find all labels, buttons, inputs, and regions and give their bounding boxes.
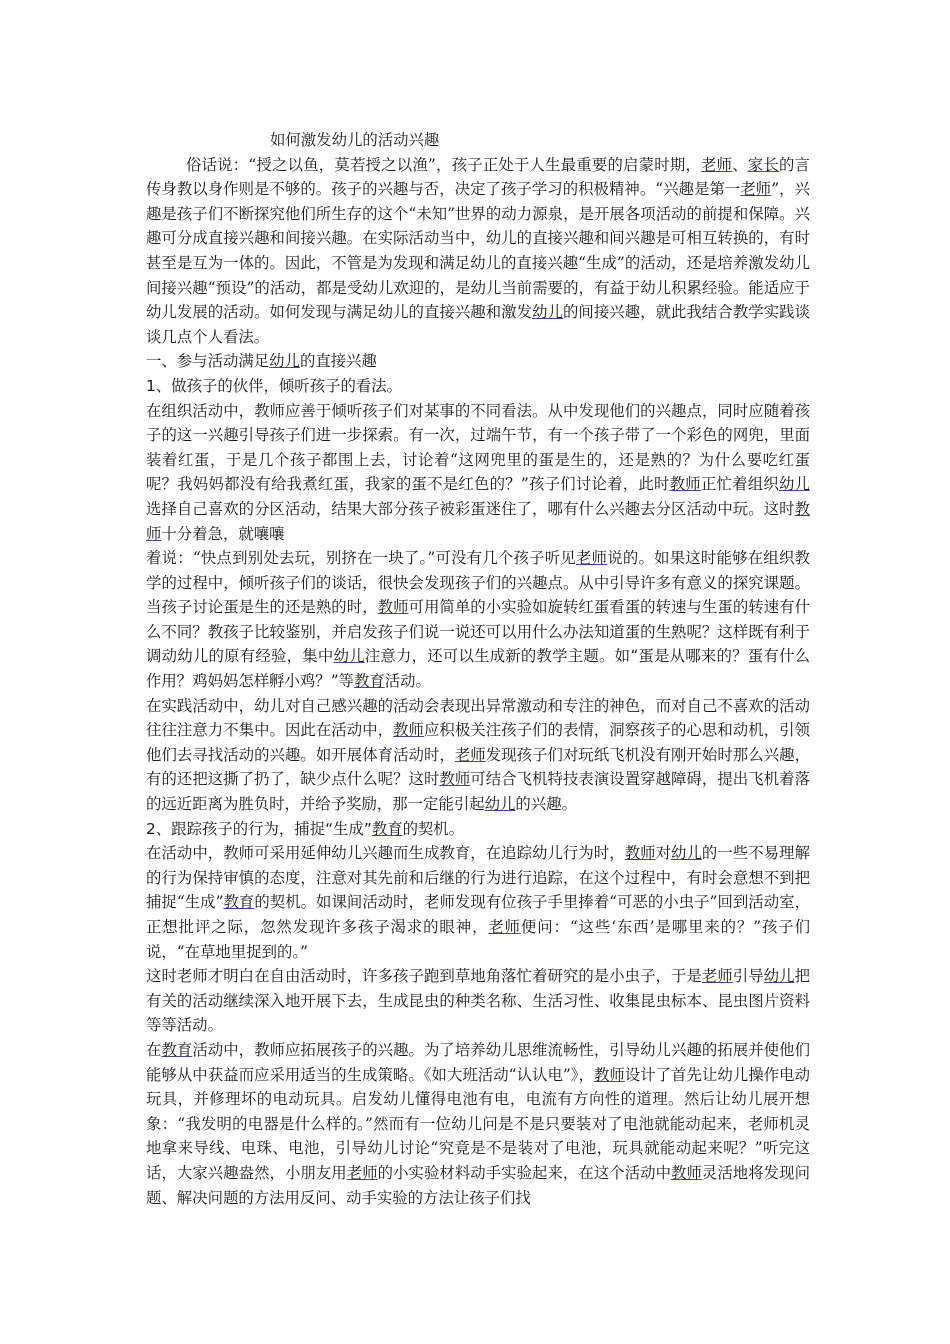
link-youer[interactable]: 幼儿: [333, 647, 365, 666]
section-heading-1: [146, 349, 810, 374]
link-youer[interactable]: 幼儿: [763, 967, 795, 986]
link-youer[interactable]: 幼儿: [778, 475, 810, 494]
text: 在组织活动中，教师应善于倾听孩子们对某事的不同看法。从中发现他们的兴趣点，同时应随着孩子的这一兴趣引导孩子们进一步探索。有一次，过端午节，有一个孩子带了一个彩色的网兜，里面装着红蛋，于是几个孩子都围上去，讨论着“这网兜里的蛋是生的，还是熟的？为什么要吃红蛋呢？我妈妈都没有给我煮红蛋，我家的蛋不是红色的？”孩子们讨论着，此时: [146, 401, 810, 494]
paragraph-intro: [146, 153, 810, 350]
text: 灵活地将发现问题、解决问题的方法用反问、动手实验的方法让孩子们找: [146, 1163, 810, 1207]
link-youer[interactable]: 幼儿: [532, 303, 563, 322]
text: 的直接兴趣: [299, 352, 377, 371]
text: 可结合飞机特技表演设置穿越障碍，提出飞机着落的远近距离为胜负时，并给予奖励，那一定能引起: [146, 770, 810, 814]
link-jiaoyu[interactable]: 教育: [223, 893, 255, 912]
paragraph-listen: [146, 399, 810, 547]
link-laoshi[interactable]: 老师: [740, 180, 772, 199]
text: 活动中，教师应拓展孩子的兴趣。为了培养幼儿思维流畅性，引导幼儿兴趣的拓展并使他们能够从中获益而应采用适当的生成策略。《如大班活动“认认电”》，: [146, 1040, 810, 1084]
paragraph-electricity: [146, 1038, 810, 1210]
text: 正忙着组织: [700, 475, 779, 494]
paragraph-track: [146, 841, 810, 964]
text: 在活动中，教师可采用延伸幼儿兴趣而生成教育，在追踪幼儿行为时，: [146, 844, 625, 863]
link-jiaoshi[interactable]: 教师: [624, 844, 656, 863]
link-youer[interactable]: 幼儿: [269, 352, 300, 371]
link-laoshi[interactable]: 老师: [576, 549, 608, 568]
link-jiaoshi[interactable]: 教师: [377, 598, 409, 617]
link-jiazhang[interactable]: 家长: [747, 155, 779, 174]
text: 应积极关注孩子们的表情，洞察孩子的心思和动机，引领他们去寻找活动的兴趣。如开展体育活动时，: [146, 721, 810, 764]
paragraph-practice: [146, 694, 810, 817]
text: 2、跟踪孩子的行为，捕捉“生成”: [146, 819, 372, 838]
text: 活动。: [384, 672, 431, 691]
link-jiaoyu[interactable]: 教育: [161, 1040, 193, 1059]
text: 的契机。如课间活动时，老师发现有位孩子手里捧着“可恶的小虫子”回到活动室，正想批评之际，忽然发现许多孩子渴求的眼神，: [146, 893, 810, 936]
text: ”，兴趣是孩子们不断探究他们所生存的这个“未知”世界的动力源泉，是开展各项活动的前提和保障。兴趣可分成直接兴趣和间接兴趣。在实际活动当中，幼儿的直接兴趣和间兴趣是可相互转换的，有时甚至是互为一体的。因此，不管是为发现和满足幼儿的直接兴趣“生成”的活动，还是培养激发幼儿间接兴趣“预设”的活动，都是受幼儿欢迎的，是幼儿当前需要的，有益于幼儿积累经验。能适应于幼儿发展的活动。如何发现与满足幼儿的直接兴趣和激发: [146, 180, 810, 322]
document-page: [146, 128, 810, 1210]
link-jiaoshi[interactable]: 教师: [593, 1065, 625, 1084]
text: 这时老师才明白在自由活动时，许多孩子跑到草地角落忙着研究的是小虫子，于是: [146, 967, 702, 986]
paragraph-insects: [146, 964, 810, 1038]
text: 发现孩子们对玩纸飞机没有刚开始时那么兴趣，有的还把这撕了扔了，缺少点什么呢？这时: [146, 745, 810, 789]
link-youer[interactable]: 幼儿: [671, 844, 702, 863]
link-jiaoshi[interactable]: 教师: [671, 1163, 702, 1182]
text: 的契机。: [402, 819, 465, 838]
text: 把有关的活动继续深入地开展下去，生成昆虫的种类名称、生活习性、收集昆虫标本、昆虫图片资料等等活动。: [146, 967, 810, 1035]
link-laoshi[interactable]: 老师: [701, 967, 733, 986]
text: 的言传身教以身作则是不够的。孩子的兴趣与否，决定了孩子学习的积极精神。“兴趣是第一: [146, 155, 810, 199]
text: 的间接兴趣，就此我结合教学实践谈谈几点个人看法。: [146, 303, 810, 346]
link-laoshi[interactable]: 老师: [701, 155, 733, 174]
text: 的兴趣。: [515, 795, 577, 814]
subsection-heading-2: [146, 817, 810, 842]
text: 的一些不易理解的行为保持审慎的态度，注意对其先前和后继的行为进行追踪，在这个过程中，有时会意想不到把捕捉“生成”: [146, 844, 810, 912]
link-laoshi[interactable]: 老师: [346, 1163, 378, 1182]
link-jiaoshi[interactable]: 教师: [439, 770, 471, 789]
text: 俗话说：“授之以鱼，莫若授之以渔”，孩子正处于人生最重要的启蒙时期，: [186, 155, 701, 174]
text: 注意力，还可以生成新的教学主题。如“蛋是从哪来的？蛋有什么作用？鸡妈妈怎样孵小鸡？”等: [146, 647, 810, 691]
link-jiaoshi[interactable]: 教师: [669, 475, 701, 494]
text: 在: [146, 1040, 162, 1059]
link-jiaoyu[interactable]: 教育: [353, 672, 385, 691]
text: 着说：“快点到别处去玩，别挤在一块了。”可没有几个孩子听见: [146, 549, 577, 568]
text: 引导: [732, 967, 764, 986]
text: 设计了首先让幼儿操作电动玩具，并修理坏的电动玩具。启发幼儿懂得电池有电，电流有方向性的道理。然后让幼儿展开想象：“我发明的电器是什么样的。”然而有一位幼儿问是不是只要装对了电池就能动起来，老师机灵地拿来导线、电珠、电池，引导幼儿讨论“究竟是不是装对了电池，玩具就能动起来呢？”听完这话，大家兴趣盎然，小朋友用: [146, 1065, 810, 1182]
text: 一、参与活动满足: [146, 352, 270, 371]
link-jiaoshi[interactable]: 教师: [146, 499, 810, 543]
text: 可用简单的小实验如旋转红蛋看蛋的转速与生蛋的转速有什么不同？教孩子比较鉴别，并启发孩子们说一说还可以用什么办法知道蛋的生熟呢？这样既有利于调动幼儿的原有经验，集中: [146, 598, 810, 666]
link-jiaoyu[interactable]: 教育: [371, 819, 403, 838]
text: 十分着急，就嚷嚷: [161, 524, 285, 543]
link-youer[interactable]: 幼儿: [484, 795, 516, 814]
text: 的小实验材料动手实验起来，在这个活动中: [377, 1163, 672, 1182]
text: 说的。如果这时能够在组织教学的过程中，倾听孩子们的谈话，很快会发现孩子们的兴趣点。从中引导许多有意义的探究课题。当孩子讨论蛋是生的还是熟的时，: [146, 549, 810, 617]
text: 对: [655, 844, 672, 863]
paragraph-egg: [146, 546, 810, 694]
link-laoshi[interactable]: 老师: [454, 745, 486, 764]
text: 、: [732, 155, 748, 174]
document-title: 如何激发幼儿的活动兴趣: [270, 131, 440, 149]
link-laoshi[interactable]: 老师: [488, 918, 521, 936]
link-jiaoshi[interactable]: 教师: [393, 721, 424, 740]
text: 便问：“这些‘东西’是哪里来的？”孩子们说，“在草地里捉到的。”: [146, 918, 810, 961]
subsection-heading-1: 1、做孩子的伙伴，倾听孩子的看法。: [146, 376, 403, 395]
text: 选择自己喜欢的分区活动，结果大部分孩子被彩蛋迷住了，哪有什么兴趣去分区活动中玩。这时: [146, 499, 795, 518]
text: 在实践活动中，幼儿对自己感兴趣的活动会表现出异常激动和专注的神色，而对自己不喜欢的活动往往注意力不集中。因此在活动中，: [146, 696, 810, 740]
